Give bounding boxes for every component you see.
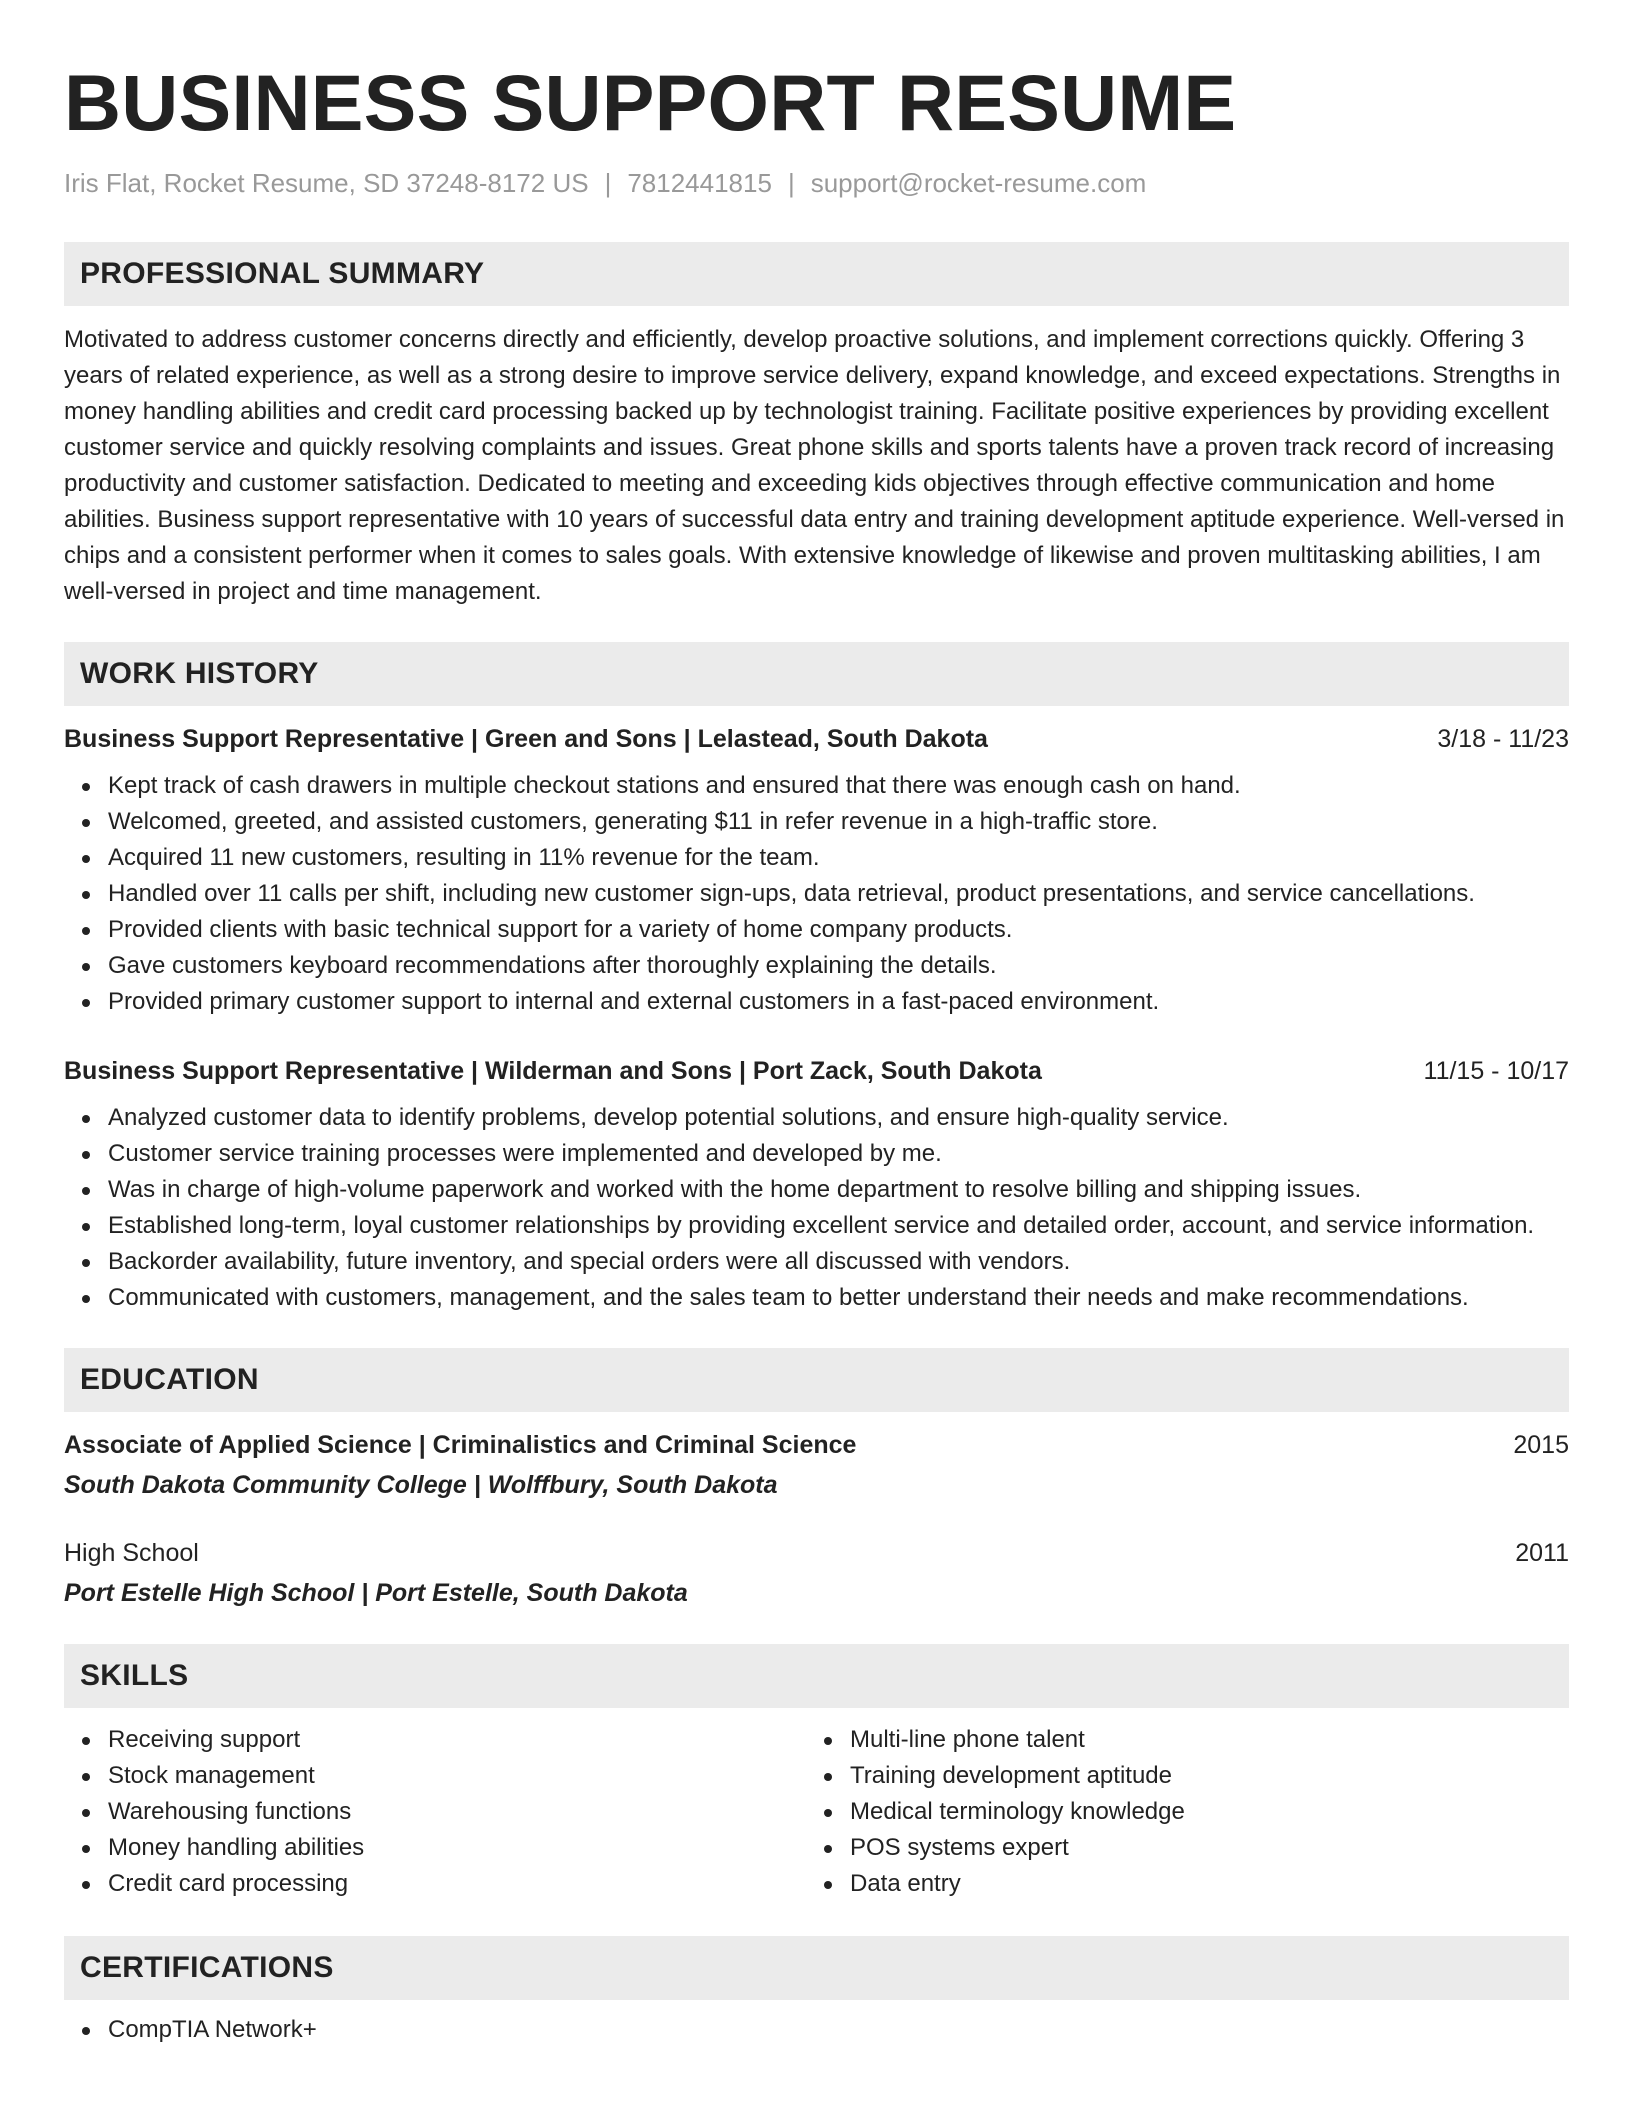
skill-item: Credit card processing <box>108 1866 806 1902</box>
skill-item: Stock management <box>108 1758 806 1794</box>
education-header <box>64 1536 1569 1570</box>
section-heading-skills: SKILLS <box>64 1644 1569 1708</box>
skill-item: Training development aptitude <box>850 1758 1548 1794</box>
education-year: 2011 <box>1515 1539 1569 1567</box>
job-bullet: Backorder availability, future inventory, and special orders were all discussed with vendors. <box>108 1244 1569 1280</box>
certifications-list <box>64 2012 1569 2048</box>
skills-list <box>64 1722 806 1902</box>
job-entry <box>64 1054 1569 1316</box>
job-bullet: Provided primary customer support to internal and external customers in a fast-paced environment. <box>108 984 1569 1020</box>
job-dates: 11/15 - 10/17 <box>1423 1057 1569 1085</box>
section-heading-education: EDUCATION <box>64 1348 1569 1412</box>
job-header <box>64 1054 1569 1088</box>
education-year: 2015 <box>1513 1431 1569 1459</box>
contact-email: support@rocket-resume.com <box>810 168 1147 198</box>
contact-separator: | <box>604 168 612 198</box>
job-entry <box>64 722 1569 1020</box>
job-bullet-list <box>64 768 1569 1020</box>
job-bullet: Acquired 11 new customers, resulting in 11% revenue for the team. <box>108 840 1569 876</box>
contact-line <box>64 166 1569 200</box>
summary-text: Motivated to address customer concerns directly and efficiently, develop proactive solutions, and implement corrections quickly. Offering 3 years of related experience, as well as a strong desire to improve service delivery, expand knowledge, and exceed expectations. Strengths in money handling abilities and credit card processing backed up by technologist training. Facilitate positive experiences by providing excellent customer service and quickly resolving complaints and issues. Great phone skills and sports talents have a proven track record of increasing productivity and customer satisfaction. Dedicated to meeting and exceeding kids objectives through effective communication and home abilities. Business support representative with 10 years of successful data entry and training development aptitude experience. Well-versed in chips and a consistent performer when it comes to sales goals. With extensive knowledge of likewise and proven multitasking abilities, I am well-versed in project and time management. <box>64 326 1565 605</box>
job-bullet: Analyzed customer data to identify problems, develop potential solutions, and ensure high-quality service. <box>108 1100 1569 1136</box>
contact-separator: | <box>787 168 795 198</box>
job-header <box>64 722 1569 756</box>
education-school: South Dakota Community College | Wolffbury, South Dakota <box>64 1471 778 1499</box>
education-entry <box>64 1536 1569 1610</box>
section-heading-certifications: CERTIFICATIONS <box>64 1936 1569 2000</box>
skill-item: Warehousing functions <box>108 1794 806 1830</box>
skills-column-right <box>806 1722 1548 1902</box>
contact-address: Iris Flat, Rocket Resume, SD 37248-8172 US <box>64 168 589 198</box>
skills-columns <box>64 1722 1569 1902</box>
section-heading-summary: PROFESSIONAL SUMMARY <box>64 242 1569 306</box>
education-entry <box>64 1428 1569 1502</box>
skill-item: POS systems expert <box>850 1830 1548 1866</box>
job-bullet: Established long-term, loyal customer relationships by providing excellent service and detailed order, account, and service information. <box>108 1208 1569 1244</box>
section-heading-work-history: WORK HISTORY <box>64 642 1569 706</box>
education-header <box>64 1428 1569 1462</box>
job-bullet: Communicated with customers, management, and the sales team to better understand their needs and make recommendations. <box>108 1280 1569 1316</box>
education-degree: Associate of Applied Science | Criminalistics and Criminal Science <box>64 1431 857 1459</box>
job-title: Business Support Representative | Green and Sons | Lelastead, South Dakota <box>64 725 988 753</box>
skills-column-left <box>64 1722 806 1902</box>
education-school: Port Estelle High School | Port Estelle, South Dakota <box>64 1579 688 1607</box>
job-bullet-list <box>64 1100 1569 1316</box>
skills-list <box>806 1722 1548 1902</box>
resume-title: BUSINESS SUPPORT RESUME <box>64 58 1237 147</box>
job-bullet: Kept track of cash drawers in multiple checkout stations and ensured that there was enough cash on hand. <box>108 768 1569 804</box>
job-bullet: Was in charge of high-volume paperwork and worked with the home department to resolve billing and shipping issues. <box>108 1172 1569 1208</box>
job-dates: 3/18 - 11/23 <box>1437 725 1569 753</box>
certification-item: CompTIA Network+ <box>108 2012 1569 2048</box>
job-bullet: Provided clients with basic technical support for a variety of home company products. <box>108 912 1569 948</box>
skill-item: Receiving support <box>108 1722 806 1758</box>
skill-item: Money handling abilities <box>108 1830 806 1866</box>
skill-item: Medical terminology knowledge <box>850 1794 1548 1830</box>
job-bullet: Handled over 11 calls per shift, including new customer sign-ups, data retrieval, product presentations, and service cancellations. <box>108 876 1569 912</box>
contact-phone: 7812441815 <box>627 168 772 198</box>
education-degree: High School <box>64 1539 199 1567</box>
job-bullet: Gave customers keyboard recommendations after thoroughly explaining the details. <box>108 948 1569 984</box>
skill-item: Data entry <box>850 1866 1548 1902</box>
job-title: Business Support Representative | Wilderman and Sons | Port Zack, South Dakota <box>64 1057 1042 1085</box>
job-bullet: Welcomed, greeted, and assisted customers, generating $11 in refer revenue in a high-traffic store. <box>108 804 1569 840</box>
job-bullet: Customer service training processes were implemented and developed by me. <box>108 1136 1569 1172</box>
skill-item: Multi-line phone talent <box>850 1722 1548 1758</box>
